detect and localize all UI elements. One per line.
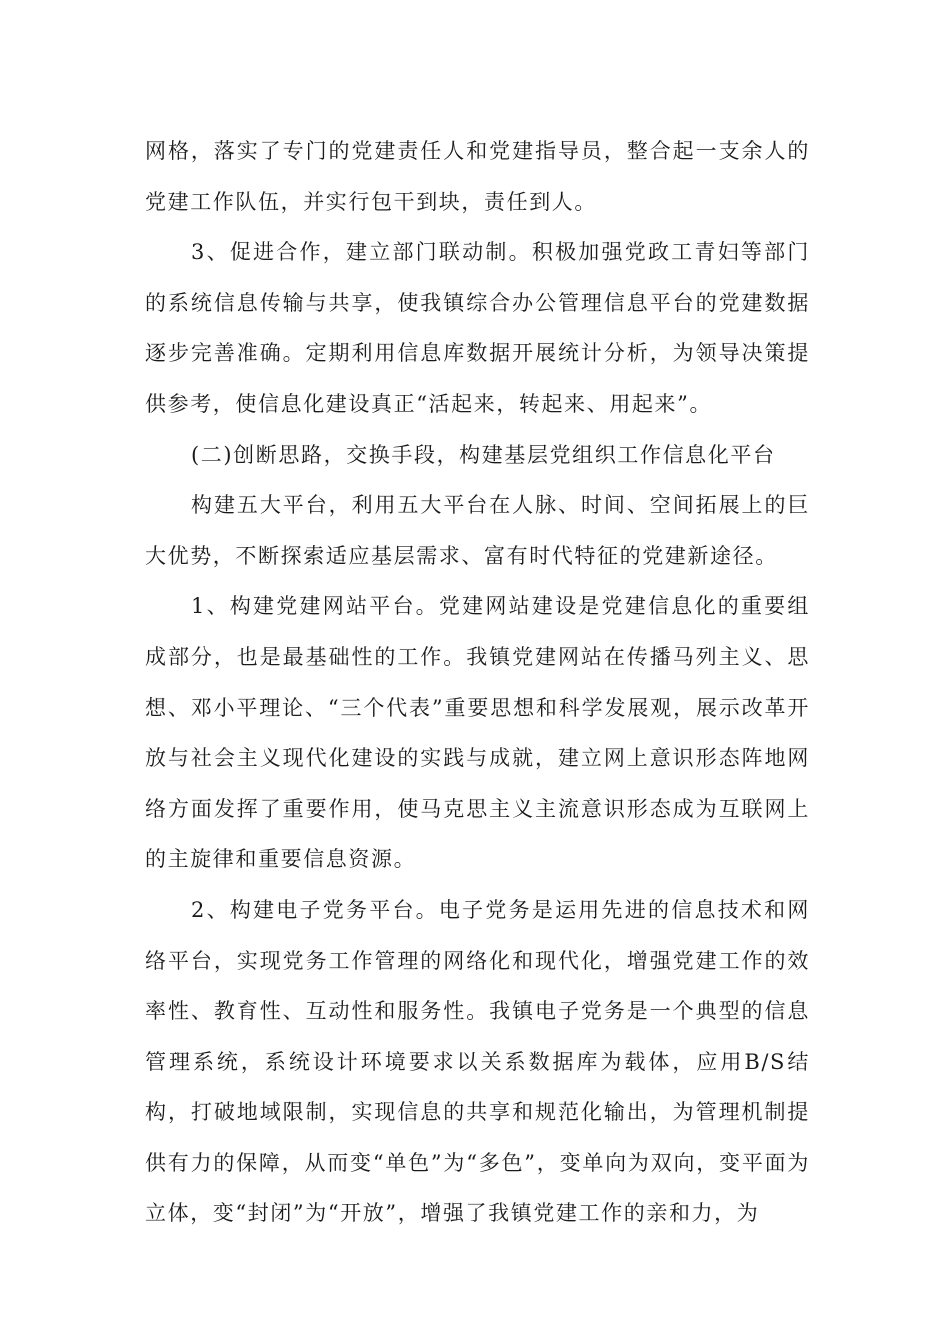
paragraph-5: 2、构建电子党务平台。电子党务是运用先进的信息技术和网络平台，实现党务工作管理的网络化和现代化，增强党建工作的效率性、教育性、互动性和服务性。我镇电子党务是一个典型的信息管理系统，系统设计环境要求以关系数据库为载体，应用B/S结构，打破地域限制，实现信息的共享和规范化输出，为管理机制提供有力的保障，从而变“单色”为“多色”，变单向为双向，变平面为立体，变“封闭”为“开放”，增强了我镇党建工作的亲和力，为	[145, 897, 810, 1226]
paragraph-1: 网格，落实了专门的党建责任人和党建指导员，整合起一支余人的党建工作队伍，并实行包干到块，责任到人。	[145, 139, 810, 214]
paragraph-2: 3、促进合作，建立部门联动制。积极加强党政工青妇等部门的系统信息传输与共享，使我镇综合办公管理信息平台的党建数据逐步完善准确。定期利用信息库数据开展统计分析，为领导决策提供参考，使信息化建设真正“活起来，转起来、用起来”。	[145, 240, 810, 416]
document-body	[145, 126, 810, 1239]
paragraph-3: 构建五大平台，利用五大平台在人脉、时间、空间拓展上的巨大优势，不断探索适应基层需求、富有时代特征的党建新途径。	[145, 493, 810, 568]
section-heading: (二)创断思路，交换手段，构建基层党组织工作信息化平台	[191, 442, 776, 467]
paragraph-4: 1、构建党建网站平台。党建网站建设是党建信息化的重要组成部分，也是最基础性的工作。我镇党建网站在传播马列主义、思想、邓小平理论、“三个代表”重要思想和科学发展观，展示改革开放与社会主义现代化建设的实践与成就，建立网上意识形态阵地网络方面发挥了重要作用，使马克思主义主流意识形态成为互联网上的主旋律和重要信息资源。	[145, 594, 810, 872]
